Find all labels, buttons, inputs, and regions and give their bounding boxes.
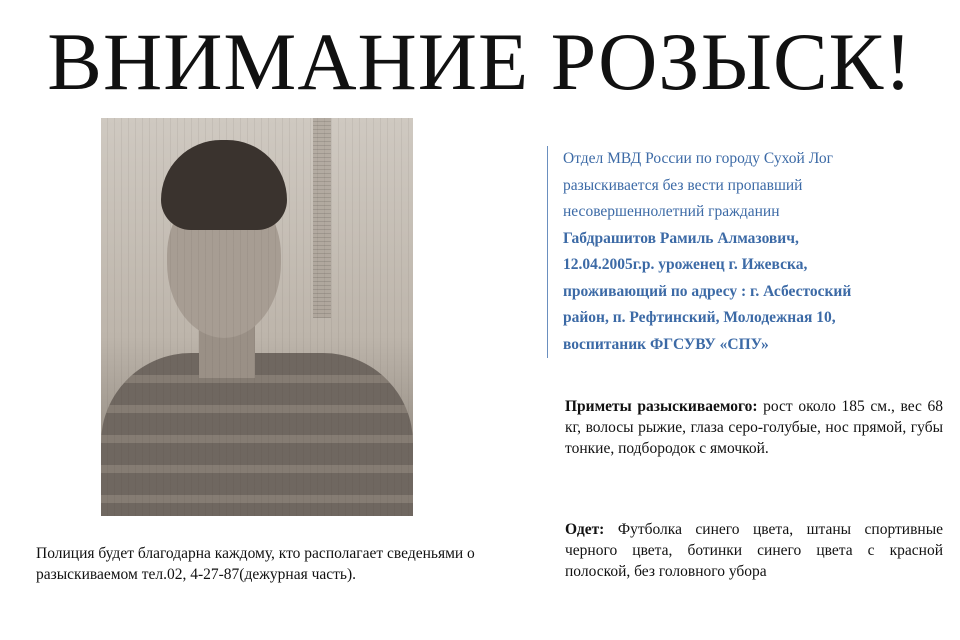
info-line-1: Отдел МВД России по городу Сухой Лог [563,150,833,167]
info-line-8: воспитаник ФГСУВУ «СПУ» [563,335,769,353]
clothing-label: Одет: [565,521,605,538]
info-block [547,146,960,358]
info-line-5: 12.04.2005г.р. уроженец г. Ижевска, [563,256,808,273]
info-line-4: Габдрашитов Рамиль Алмазович, [563,229,799,247]
info-line-7: район, п. Рефтинский, Молодежная 10, [563,309,836,326]
poster-title: ВНИМАНИЕ РОЗЫСК! [47,16,913,107]
features-text: рост около 185 см., вес 68 кг, волосы рыжие, глаза серо-голубые, нос прямой, губы тонкие, подбородок с ямочкой. [565,398,943,457]
features-label: Приметы разыскиваемого: [565,398,758,415]
clothing-description [565,519,943,582]
info-line-6: проживающий по адресу : г. Асбестоский [563,282,852,300]
info-line-2: разыскивается без вести пропавший [563,176,803,194]
clothing-text: Футболка синего цвета, штаны спортивные черного цвета, ботинки синего цвета с красной полоской, без головного убора [565,521,943,580]
missing-person-photo [101,118,413,516]
info-line-3: несовершеннолетний гражданин [563,203,780,220]
photo-scan-texture [101,118,413,516]
police-contact-note: Полиция будет благодарна каждому, кто располагает сведеньями о разыскиваемом тел.02, 4-27-87(дежурная часть). [36,545,475,583]
distinguishing-features [565,396,943,459]
